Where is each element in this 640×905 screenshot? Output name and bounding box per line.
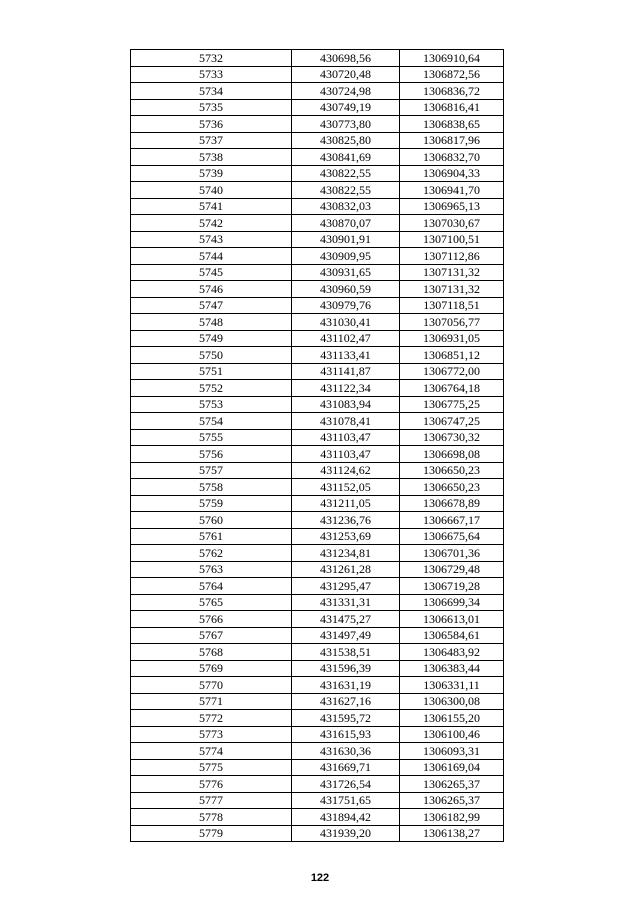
table-row (131, 330, 504, 347)
x-coordinate-cell: 430822,55 (292, 165, 400, 182)
table-row (131, 83, 504, 100)
y-coordinate-cell: 1306613,01 (400, 611, 504, 628)
point-number-cell: 5744 (131, 248, 292, 265)
point-number-cell: 5773 (131, 726, 292, 743)
x-coordinate-cell: 431751,65 (292, 792, 400, 809)
y-coordinate-cell: 1307030,67 (400, 215, 504, 232)
point-number-cell: 5735 (131, 99, 292, 116)
point-number-cell: 5738 (131, 149, 292, 166)
y-coordinate-cell: 1306331,11 (400, 677, 504, 694)
y-coordinate-cell: 1306383,44 (400, 660, 504, 677)
point-number-cell: 5736 (131, 116, 292, 133)
table-row (131, 99, 504, 116)
y-coordinate-cell: 1306678,89 (400, 495, 504, 512)
table-row (131, 248, 504, 265)
point-number-cell: 5763 (131, 561, 292, 578)
point-number-cell: 5746 (131, 281, 292, 298)
y-coordinate-cell: 1306832,70 (400, 149, 504, 166)
x-coordinate-cell: 431295,47 (292, 578, 400, 595)
y-coordinate-cell: 1306910,64 (400, 50, 504, 67)
x-coordinate-cell: 431631,19 (292, 677, 400, 694)
table-row (131, 297, 504, 314)
point-number-cell: 5778 (131, 809, 292, 826)
point-number-cell: 5774 (131, 743, 292, 760)
point-number-cell: 5764 (131, 578, 292, 595)
point-number-cell: 5766 (131, 611, 292, 628)
point-number-cell: 5779 (131, 825, 292, 842)
coordinates-table (130, 49, 504, 842)
y-coordinate-cell: 1306584,61 (400, 627, 504, 644)
coordinates-table-body (131, 50, 504, 842)
table-row (131, 380, 504, 397)
y-coordinate-cell: 1306698,08 (400, 446, 504, 463)
y-coordinate-cell: 1306300,08 (400, 693, 504, 710)
point-number-cell: 5739 (131, 165, 292, 182)
y-coordinate-cell: 1306650,23 (400, 479, 504, 496)
x-coordinate-cell: 430870,07 (292, 215, 400, 232)
point-number-cell: 5775 (131, 759, 292, 776)
x-coordinate-cell: 431234,81 (292, 545, 400, 562)
x-coordinate-cell: 430773,80 (292, 116, 400, 133)
y-coordinate-cell: 1306836,72 (400, 83, 504, 100)
point-number-cell: 5745 (131, 264, 292, 281)
y-coordinate-cell: 1306675,64 (400, 528, 504, 545)
y-coordinate-cell: 1306138,27 (400, 825, 504, 842)
table-row (131, 215, 504, 232)
table-row (131, 809, 504, 826)
table-row (131, 132, 504, 149)
table-row (131, 611, 504, 628)
y-coordinate-cell: 1306265,37 (400, 792, 504, 809)
x-coordinate-cell: 430979,76 (292, 297, 400, 314)
y-coordinate-cell: 1307131,32 (400, 264, 504, 281)
table-row (131, 561, 504, 578)
x-coordinate-cell: 431475,27 (292, 611, 400, 628)
table-row (131, 363, 504, 380)
y-coordinate-cell: 1307056,77 (400, 314, 504, 331)
y-coordinate-cell: 1306775,25 (400, 396, 504, 413)
x-coordinate-cell: 430825,80 (292, 132, 400, 149)
table-row (131, 627, 504, 644)
x-coordinate-cell: 431615,93 (292, 726, 400, 743)
y-coordinate-cell: 1306701,36 (400, 545, 504, 562)
point-number-cell: 5750 (131, 347, 292, 364)
table-row (131, 759, 504, 776)
y-coordinate-cell: 1306182,99 (400, 809, 504, 826)
x-coordinate-cell: 430749,19 (292, 99, 400, 116)
x-coordinate-cell: 431726,54 (292, 776, 400, 793)
point-number-cell: 5754 (131, 413, 292, 430)
x-coordinate-cell: 431211,05 (292, 495, 400, 512)
y-coordinate-cell: 1306838,65 (400, 116, 504, 133)
table-row (131, 776, 504, 793)
point-number-cell: 5740 (131, 182, 292, 199)
y-coordinate-cell: 1306872,56 (400, 66, 504, 83)
table-row (131, 429, 504, 446)
table-row (131, 644, 504, 661)
x-coordinate-cell: 430960,59 (292, 281, 400, 298)
x-coordinate-cell: 431331,31 (292, 594, 400, 611)
point-number-cell: 5747 (131, 297, 292, 314)
x-coordinate-cell: 430901,91 (292, 231, 400, 248)
point-number-cell: 5748 (131, 314, 292, 331)
y-coordinate-cell: 1306650,23 (400, 462, 504, 479)
y-coordinate-cell: 1306155,20 (400, 710, 504, 727)
point-number-cell: 5768 (131, 644, 292, 661)
x-coordinate-cell: 431102,47 (292, 330, 400, 347)
y-coordinate-cell: 1307131,32 (400, 281, 504, 298)
table-row (131, 264, 504, 281)
x-coordinate-cell: 431152,05 (292, 479, 400, 496)
x-coordinate-cell: 430698,56 (292, 50, 400, 67)
table-row (131, 792, 504, 809)
point-number-cell: 5741 (131, 198, 292, 215)
x-coordinate-cell: 430720,48 (292, 66, 400, 83)
x-coordinate-cell: 431141,87 (292, 363, 400, 380)
table-row (131, 66, 504, 83)
point-number-cell: 5771 (131, 693, 292, 710)
point-number-cell: 5760 (131, 512, 292, 529)
y-coordinate-cell: 1306817,96 (400, 132, 504, 149)
point-number-cell: 5742 (131, 215, 292, 232)
y-coordinate-cell: 1306941,70 (400, 182, 504, 199)
x-coordinate-cell: 430931,65 (292, 264, 400, 281)
point-number-cell: 5769 (131, 660, 292, 677)
table-row (131, 396, 504, 413)
table-row (131, 825, 504, 842)
table-row (131, 182, 504, 199)
point-number-cell: 5752 (131, 380, 292, 397)
table-row (131, 50, 504, 67)
point-number-cell: 5761 (131, 528, 292, 545)
point-number-cell: 5762 (131, 545, 292, 562)
x-coordinate-cell: 431083,94 (292, 396, 400, 413)
x-coordinate-cell: 431939,20 (292, 825, 400, 842)
table-row (131, 743, 504, 760)
table-row (131, 446, 504, 463)
point-number-cell: 5777 (131, 792, 292, 809)
y-coordinate-cell: 1306719,28 (400, 578, 504, 595)
point-number-cell: 5743 (131, 231, 292, 248)
y-coordinate-cell: 1307118,51 (400, 297, 504, 314)
y-coordinate-cell: 1306816,41 (400, 99, 504, 116)
x-coordinate-cell: 431122,34 (292, 380, 400, 397)
point-number-cell: 5770 (131, 677, 292, 694)
y-coordinate-cell: 1306772,00 (400, 363, 504, 380)
y-coordinate-cell: 1306965,13 (400, 198, 504, 215)
page-number: 122 (310, 872, 330, 884)
point-number-cell: 5734 (131, 83, 292, 100)
y-coordinate-cell: 1307112,86 (400, 248, 504, 265)
table-row (131, 165, 504, 182)
table-row (131, 495, 504, 512)
table-row (131, 413, 504, 430)
table-row (131, 462, 504, 479)
point-number-cell: 5759 (131, 495, 292, 512)
x-coordinate-cell: 431894,42 (292, 809, 400, 826)
y-coordinate-cell: 1306093,31 (400, 743, 504, 760)
table-row (131, 281, 504, 298)
point-number-cell: 5732 (131, 50, 292, 67)
table-row (131, 594, 504, 611)
y-coordinate-cell: 1306667,17 (400, 512, 504, 529)
point-number-cell: 5757 (131, 462, 292, 479)
table-row (131, 660, 504, 677)
point-number-cell: 5749 (131, 330, 292, 347)
table-row (131, 347, 504, 364)
x-coordinate-cell: 431103,47 (292, 429, 400, 446)
x-coordinate-cell: 431595,72 (292, 710, 400, 727)
table-row (131, 479, 504, 496)
point-number-cell: 5733 (131, 66, 292, 83)
point-number-cell: 5776 (131, 776, 292, 793)
table-row (131, 578, 504, 595)
table-row (131, 677, 504, 694)
x-coordinate-cell: 431497,49 (292, 627, 400, 644)
table-row (131, 710, 504, 727)
y-coordinate-cell: 1306729,48 (400, 561, 504, 578)
point-number-cell: 5765 (131, 594, 292, 611)
table-row (131, 545, 504, 562)
y-coordinate-cell: 1307100,51 (400, 231, 504, 248)
x-coordinate-cell: 431627,16 (292, 693, 400, 710)
table-row (131, 198, 504, 215)
table-row (131, 693, 504, 710)
x-coordinate-cell: 431124,62 (292, 462, 400, 479)
point-number-cell: 5767 (131, 627, 292, 644)
point-number-cell: 5755 (131, 429, 292, 446)
y-coordinate-cell: 1306764,18 (400, 380, 504, 397)
point-number-cell: 5737 (131, 132, 292, 149)
x-coordinate-cell: 431133,41 (292, 347, 400, 364)
table-row (131, 528, 504, 545)
table-row (131, 149, 504, 166)
y-coordinate-cell: 1306483,92 (400, 644, 504, 661)
y-coordinate-cell: 1306931,05 (400, 330, 504, 347)
x-coordinate-cell: 431236,76 (292, 512, 400, 529)
y-coordinate-cell: 1306730,32 (400, 429, 504, 446)
point-number-cell: 5751 (131, 363, 292, 380)
x-coordinate-cell: 431078,41 (292, 413, 400, 430)
x-coordinate-cell: 430841,69 (292, 149, 400, 166)
y-coordinate-cell: 1306851,12 (400, 347, 504, 364)
x-coordinate-cell: 431253,69 (292, 528, 400, 545)
y-coordinate-cell: 1306747,25 (400, 413, 504, 430)
y-coordinate-cell: 1306169,04 (400, 759, 504, 776)
y-coordinate-cell: 1306100,46 (400, 726, 504, 743)
x-coordinate-cell: 430822,55 (292, 182, 400, 199)
x-coordinate-cell: 431261,28 (292, 561, 400, 578)
point-number-cell: 5753 (131, 396, 292, 413)
x-coordinate-cell: 430724,98 (292, 83, 400, 100)
y-coordinate-cell: 1306265,37 (400, 776, 504, 793)
x-coordinate-cell: 431596,39 (292, 660, 400, 677)
table-row (131, 231, 504, 248)
x-coordinate-cell: 430832,03 (292, 198, 400, 215)
table-row (131, 512, 504, 529)
table-row (131, 726, 504, 743)
point-number-cell: 5758 (131, 479, 292, 496)
x-coordinate-cell: 431630,36 (292, 743, 400, 760)
x-coordinate-cell: 431030,41 (292, 314, 400, 331)
y-coordinate-cell: 1306904,33 (400, 165, 504, 182)
table-row (131, 314, 504, 331)
x-coordinate-cell: 431103,47 (292, 446, 400, 463)
x-coordinate-cell: 431669,71 (292, 759, 400, 776)
x-coordinate-cell: 430909,95 (292, 248, 400, 265)
point-number-cell: 5756 (131, 446, 292, 463)
y-coordinate-cell: 1306699,34 (400, 594, 504, 611)
table-row (131, 116, 504, 133)
x-coordinate-cell: 431538,51 (292, 644, 400, 661)
point-number-cell: 5772 (131, 710, 292, 727)
